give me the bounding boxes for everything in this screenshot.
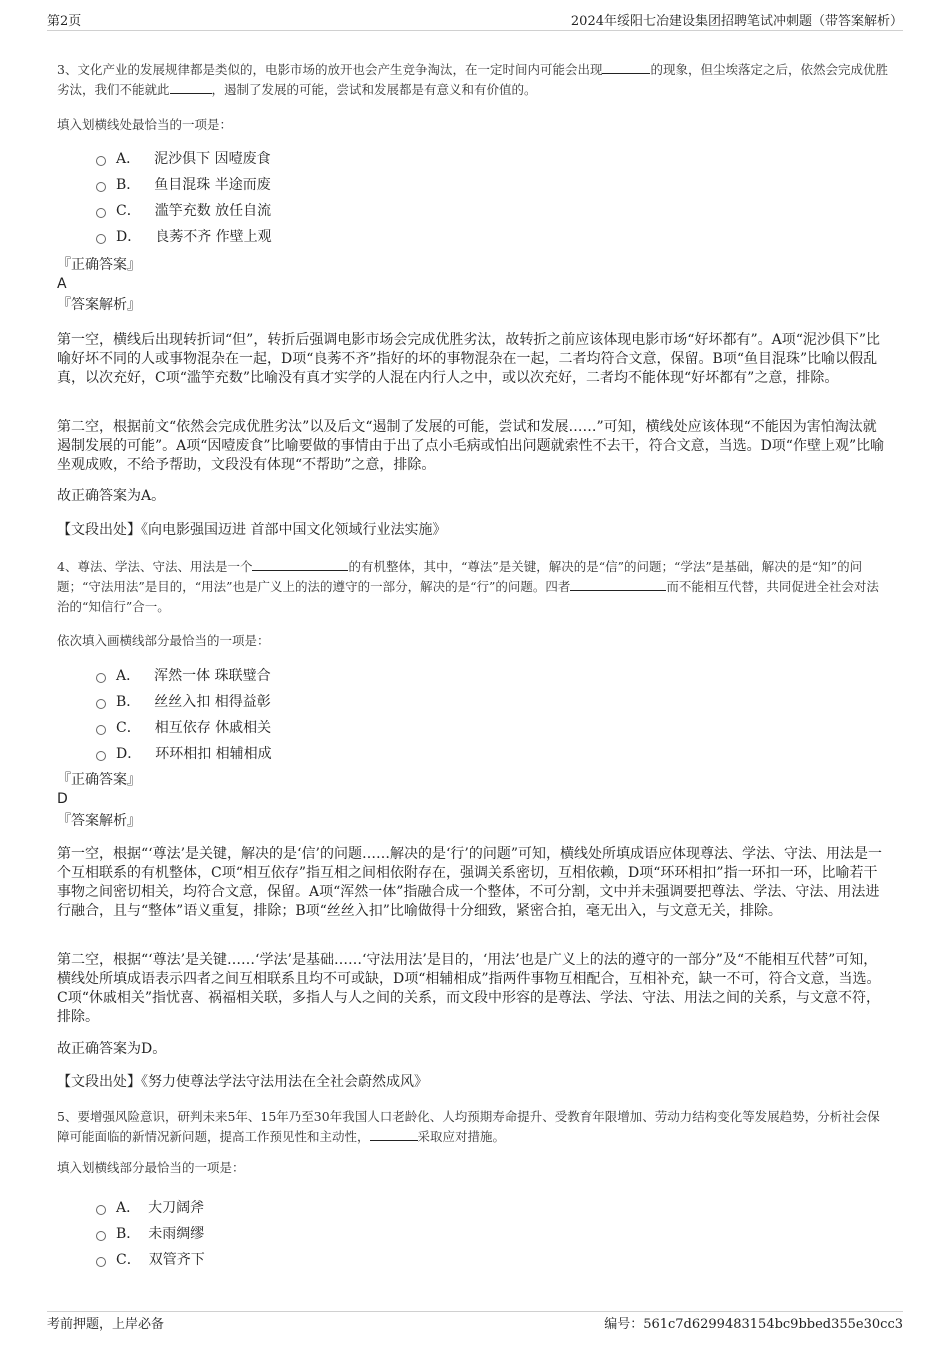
q4-option-d[interactable]: D． 环环相扣 相辅相成	[96, 740, 272, 766]
radio-icon[interactable]	[96, 1205, 106, 1215]
q3-stem: 3、文化产业的发展规律都是类似的，电影市场的放开也会产生竞争淘汰，在一定时间内可能会出现 的现象，但尘埃落定之后，依然会完成优胜劣汰，我们不能就此 ，遏制了发展的可能，尝试和发展都是有意义和有价值的。	[57, 62, 888, 97]
radio-icon[interactable]	[96, 208, 106, 218]
q3-answer-label: 『正确答案』	[57, 257, 141, 273]
radio-icon[interactable]	[96, 751, 106, 761]
q3-option-a[interactable]: A． 泥沙俱下 因噎废食	[96, 145, 272, 171]
q4-conclusion: 故正确答案为D。	[57, 1041, 167, 1057]
q5-option-a[interactable]: A． 大刀阔斧	[96, 1194, 205, 1220]
radio-icon[interactable]	[96, 1231, 106, 1241]
page-footer	[47, 1311, 903, 1332]
q4-option-a[interactable]: A． 浑然一体 珠联璧合	[96, 662, 272, 688]
q3-option-d[interactable]: D． 良莠不齐 作壁上观	[96, 223, 272, 249]
q5-stem: 5、要增强风险意识，研判未来5年、15年乃至30年我国人口老龄化、人均预期寿命提升、受教育年限增加、劳动力结构变化等发展趋势，分析社会保障可能面临的新情况新问题，提高工作预见性和主动性， 采取应对措施。	[57, 1109, 880, 1144]
q5-option-b[interactable]: B． 未雨绸缪	[96, 1220, 205, 1246]
radio-icon[interactable]	[96, 182, 106, 192]
q4-instruction: 依次填入画横线部分最恰当的一项是：	[57, 633, 270, 648]
q3-answer: A	[57, 276, 67, 292]
radio-icon[interactable]	[96, 673, 106, 683]
q3-analysis-label: 『答案解析』	[57, 297, 141, 313]
q3-instruction: 填入划横线处最恰当的一项是：	[57, 117, 233, 132]
q3-options	[96, 145, 272, 249]
q4-answer: D	[57, 791, 68, 807]
radio-icon[interactable]	[96, 156, 106, 166]
q5-options	[96, 1194, 205, 1272]
q3-analysis-p1: 第一空，横线后出现转折词“但”，转折后强调电影市场会完成优胜劣汰，故转折之前应该体现电影市场“好坏都有”。A项“泥沙俱下”比喻好坏不同的人或事物混杂在一起，D项“良莠不齐”指好的坏的事物混杂在一起，二者均符合文意，保留。B项“鱼目混珠”比喻以假乱真，以次充好，C项“滥竽充数”比喻没有真才实学的人混在内行人之中，或以次充好，二者均不能体现“好坏都有”之意，排除。	[57, 332, 881, 386]
q3-analysis-p2: 第二空，根据前文“依然会完成优胜劣汰”以及后文“遏制了发展的可能，尝试和发展……”可知，横线处应该体现“不能因为害怕淘汰就遏制发展的可能”。A项“因噎废食”比喻要做的事情由于出了点小毛病或怕出问题就索性不去干，符合文意，当选。D项“作壁上观”比喻坐观成败，不给予帮助，文段没有体现“不帮助”之意，排除。	[57, 419, 885, 473]
q5-option-c[interactable]: C． 双管齐下	[96, 1246, 205, 1272]
q4-options	[96, 662, 272, 766]
document-id: 编号：561c7d6299483154bc9bbed355e30cc3	[604, 1316, 903, 1332]
radio-icon[interactable]	[96, 234, 106, 244]
page-number: 第2页	[47, 13, 82, 29]
q4-stem: 4、尊法、学法、守法、用法是一个 的有机整体，其中，“尊法”是关键，解决的是“信”的问题；“学法”是基础，解决的是“知”的问题；“守法用法”是目的，“用法”也是广义上的法的遵守的一部分，解决的是“行”的问题。四者 而不能相互代替，共同促进全社会对法治的“知信行”合一。	[57, 559, 879, 614]
q4-analysis-label: 『答案解析』	[57, 813, 141, 829]
page-header	[47, 8, 903, 31]
q4-option-c[interactable]: C． 相互依存 休戚相关	[96, 714, 272, 740]
q4-analysis-p2: 第二空，根据“‘尊法’是关键……‘学法’是基础……‘守法用法’是目的，‘用法’也是广义上的法的遵守的一部分”及“不能相互代替”可知，横线处所填成语表示四者之间互相联系且均不可或缺，D项“相辅相成”指两件事物互相配合，互相补充，缺一不可，符合文意，当选。C项“休戚相关”指忧喜、祸福相关联，多指人与人之间的关系，而文段中形容的是尊法、学法、守法、用法之间的关系，与文意不符，排除。	[57, 952, 881, 1025]
q3-option-b[interactable]: B． 鱼目混珠 半途而废	[96, 171, 272, 197]
radio-icon[interactable]	[96, 1257, 106, 1267]
q4-source: 【文段出处】《努力使尊法学法守法用法在全社会蔚然成风》	[57, 1074, 428, 1090]
radio-icon[interactable]	[96, 725, 106, 735]
q3-conclusion: 故正确答案为A。	[57, 488, 166, 504]
q4-answer-label: 『正确答案』	[57, 772, 141, 788]
document-title: 2024年绥阳七冶建设集团招聘笔试冲刺题（带答案解析）	[570, 13, 903, 29]
q3-source: 【文段出处】《向电影强国迈进 首部中国文化领域行业法实施》	[57, 522, 447, 538]
footer-slogan: 考前押题，上岸必备	[47, 1316, 165, 1332]
radio-icon[interactable]	[96, 699, 106, 709]
q5-instruction: 填入划横线部分最恰当的一项是：	[57, 1160, 245, 1175]
q4-option-b[interactable]: B． 丝丝入扣 相得益彰	[96, 688, 272, 714]
q3-option-c[interactable]: C． 滥竽充数 放任自流	[96, 197, 272, 223]
q4-analysis-p1: 第一空，根据“‘尊法’是关键，解决的是‘信’的问题……解决的是‘行’的问题”可知，横线处所填成语应体现尊法、学法、守法、用法是一个互相联系的有机整体，C项“相互依存”指互相之间相依附存在，强调关系密切，互相依赖，D项“环环相扣”指一环扣一环，比喻若干事物之间密切相关，均符合文意，保留。A项“浑然一体”指融合成一个整体，不可分割，文中并未强调要把尊法、学法、守法、用法进行融合，且与“整体”语义重复，排除；B项“丝丝入扣”比喻做得十分细致，紧密合拍，毫无出入，与文意无关，排除。	[57, 846, 883, 919]
